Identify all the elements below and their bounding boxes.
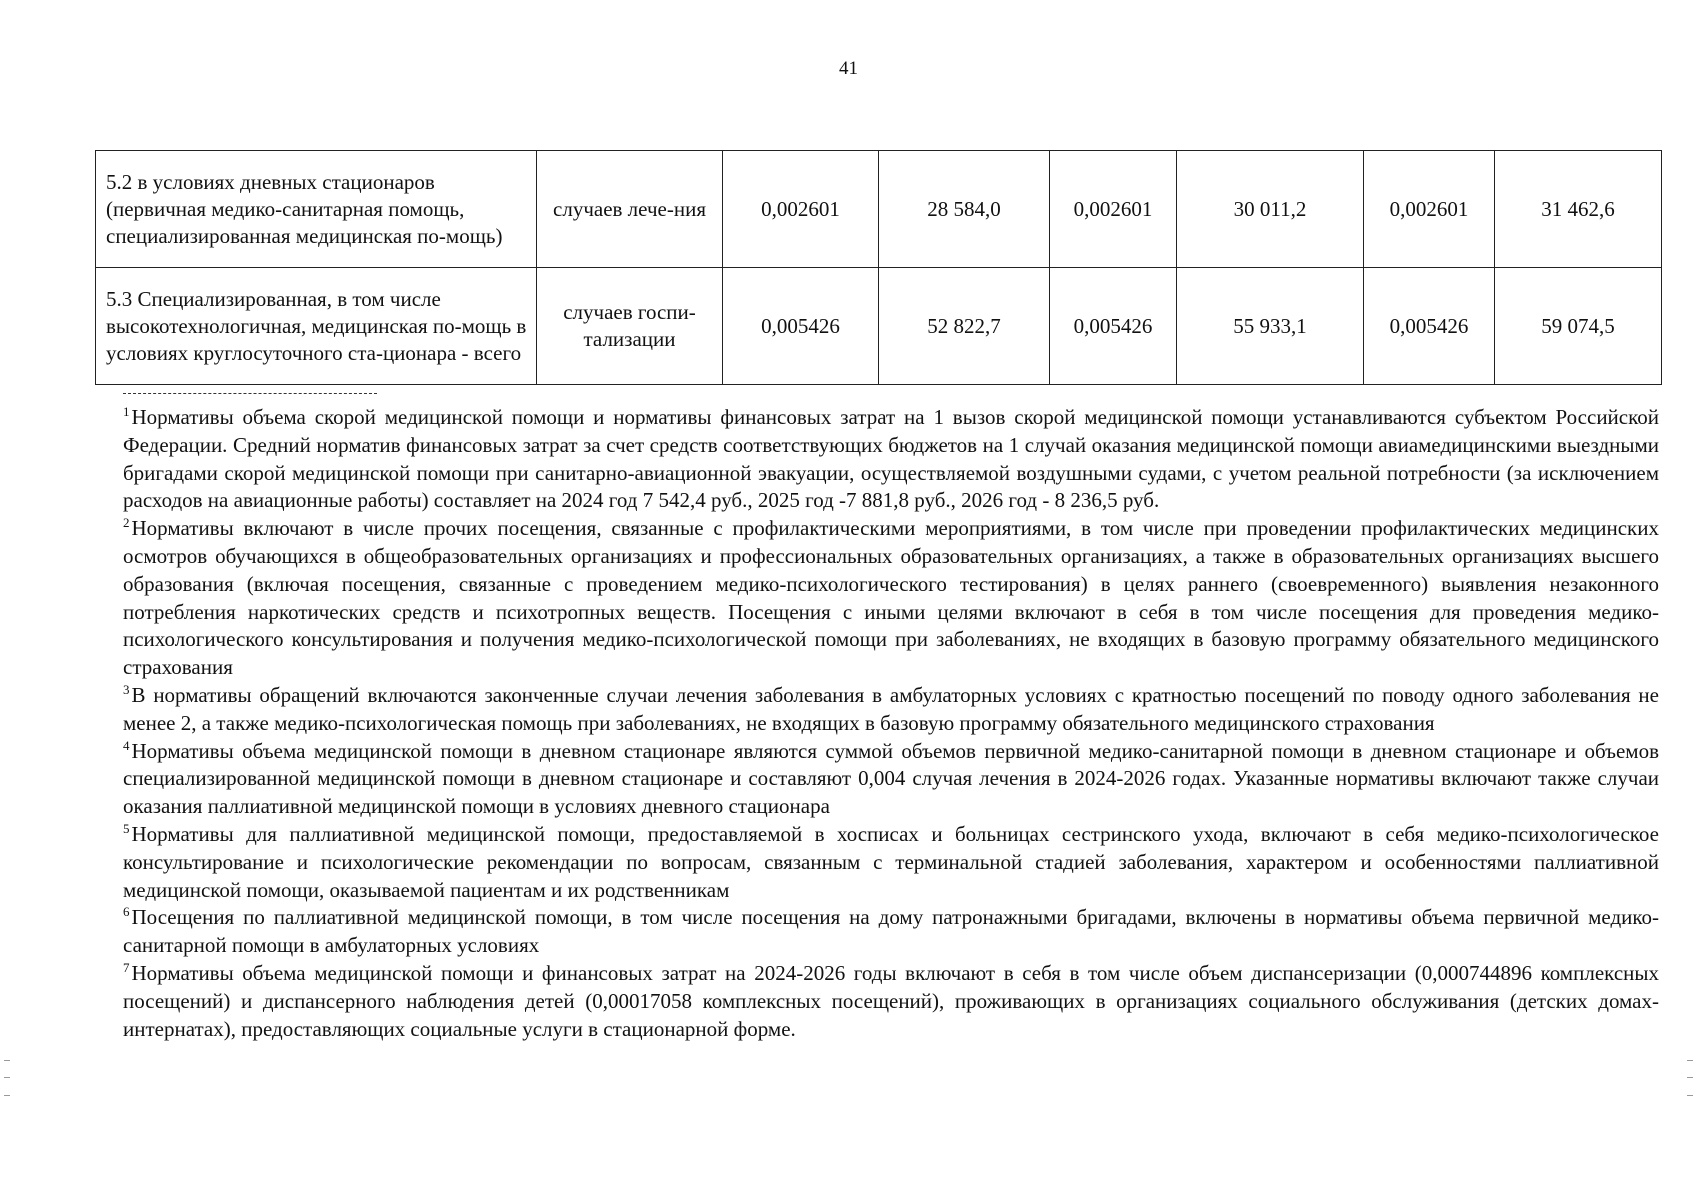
row-name: 5.2 в условиях дневных стационаров (первичная медико-санитарная помощь, специализированная медицинская по-мощь) xyxy=(96,151,537,268)
row-value: 31 462,6 xyxy=(1495,151,1662,268)
footnote-mark: 4 xyxy=(123,737,130,753)
footnote-mark: 2 xyxy=(123,515,130,531)
table-row xyxy=(96,268,1662,385)
row-value: 0,002601 xyxy=(723,151,879,268)
footnote-mark: 7 xyxy=(123,959,130,975)
row-name: 5.3 Специализированная, в том числе высокотехнологичная, медицинская по-мощь в условиях круглосуточного ста-ционара - всего xyxy=(96,268,537,385)
footnote-text: Нормативы объема медицинской помощи и финансовых затрат на 2024-2026 годы включают в себя в том числе объем диспансеризации (0,000744896 комплексных посещений) и диспансерного наблюдения детей (0,00017058 комплексных посещений), проживающих в организациях социального обслуживания (детских домах-интернатах), предоставляющих социальные услуги в стационарной форме. xyxy=(123,960,1659,1041)
footnote xyxy=(123,904,1659,960)
row-value: 55 933,1 xyxy=(1177,268,1364,385)
row-value: 0,002601 xyxy=(1364,151,1495,268)
row-unit: случаев госпи-тализации xyxy=(537,268,723,385)
scan-margin-mark-right xyxy=(1687,1060,1693,1096)
norms-table xyxy=(95,150,1662,385)
row-value: 0,005426 xyxy=(723,268,879,385)
footnote-text: В нормативы обращений включаются законченные случаи лечения заболевания в амбулаторных условиях с кратностью посещений по поводу одного заболевания не менее 2, а также медико-психологическая помощь при заболеваниях, не входящих в базовую программу обязательного медицинского страхования xyxy=(123,682,1659,735)
footnotes xyxy=(123,404,1659,1043)
footnote-separator xyxy=(123,393,377,394)
footnote-text: Посещения по паллиативной медицинской помощи, в том числе посещения на дому патронажными бригадами, включены в нормативы объема первичной медико-санитарной помощи в амбулаторных условиях xyxy=(123,905,1659,958)
footnote xyxy=(123,960,1659,1043)
row-value: 0,002601 xyxy=(1050,151,1177,268)
page-number: 41 xyxy=(839,58,858,79)
row-value: 59 074,5 xyxy=(1495,268,1662,385)
row-unit: случаев лече-ния xyxy=(537,151,723,268)
row-value: 0,005426 xyxy=(1050,268,1177,385)
footnote-text: Нормативы объема скорой медицинской помощи и нормативы финансовых затрат на 1 вызов скорой медицинской помощи устанавливаются субъектом Российской Федерации. Средний норматив финансовых затрат за счет средств соответствующих бюджетов на 1 случай оказания медицинской помощи авиамедицинскими выездными бригадами скорой медицинской помощи при санитарно-авиационной эвакуации, осуществляемой воздушными судами, с учетом реальной потребности (за исключением расходов на авиационные работы) составляет на 2024 год 7 542,4 руб., 2025 год -7 881,8 руб., 2026 год - 8 236,5 руб. xyxy=(123,405,1659,513)
scan-margin-mark-left xyxy=(4,1060,10,1096)
footnote-mark: 6 xyxy=(123,904,130,920)
row-value: 28 584,0 xyxy=(879,151,1050,268)
row-value: 52 822,7 xyxy=(879,268,1050,385)
footnote-mark: 3 xyxy=(123,681,130,697)
table-row xyxy=(96,151,1662,268)
footnote xyxy=(123,682,1659,738)
footnote-text: Нормативы для паллиативной медицинской помощи, предоставляемой в хосписах и больницах сестринского ухода, включают в себя медико-психологическое консультирование и психологические рекомендации по вопросам, связанным с терминальной стадией заболевания, характером и особенностями паллиативной медицинской помощи, оказываемой пациентам и их родственникам xyxy=(123,821,1659,902)
footnote xyxy=(123,821,1659,904)
footnote-mark: 1 xyxy=(123,404,130,419)
row-value: 0,005426 xyxy=(1364,268,1495,385)
row-value: 30 011,2 xyxy=(1177,151,1364,268)
footnote xyxy=(123,404,1659,515)
footnote-text: Нормативы включают в числе прочих посещения, связанные с профилактическими мероприятиями, в том числе при проведении профилактических медицинских осмотров обучающихся в общеобразовательных организациях и профессиональных образовательных организациях, а также в образовательных организациях высшего образования (включая посещения, связанные с проведением медико-психологического тестирования) в целях раннего (своевременного) выявления незаконного потребления наркотических средств и психотропных веществ. Посещения с иными целями включают в себя в том числе посещения для проведения медико-психологического консультирования и получения медико-психологической помощи при заболеваниях, не входящих в базовую программу обязательного медицинского страхования xyxy=(123,516,1659,680)
footnote xyxy=(123,738,1659,821)
footnote-mark: 5 xyxy=(123,820,130,836)
footnote-text: Нормативы объема медицинской помощи в дневном стационаре являются суммой объемов первичной медико-санитарной помощи в дневном стационаре и объемов специализированной медицинской помощи в дневном стационаре и составляют 0,004 случая лечения в 2024-2026 годах. Указанные нормативы включают также случаи оказания паллиативной медицинской помощи в условиях дневного стационара xyxy=(123,738,1659,819)
footnote xyxy=(123,515,1659,682)
